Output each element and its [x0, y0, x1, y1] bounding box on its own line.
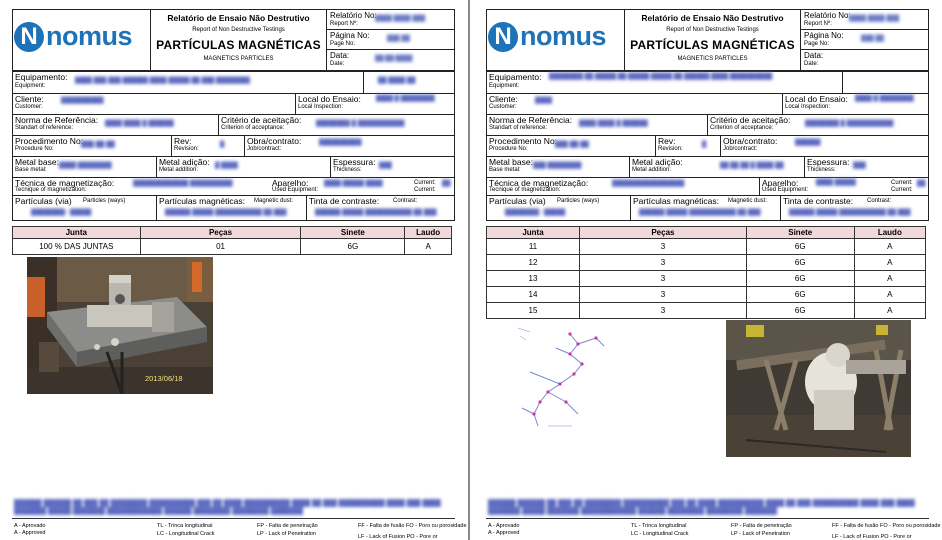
piping-isometric-drawing — [508, 322, 618, 434]
procedure-value-redacted: ███-██-██ — [555, 142, 589, 148]
inspection-form — [486, 71, 929, 221]
particles-label: Partículas (via) — [489, 196, 546, 206]
cell-junta: 11 — [487, 239, 580, 255]
cell-sinete: 6G — [746, 303, 854, 319]
revision-label: Rev: — [174, 136, 192, 146]
date-label-en: Date: — [330, 61, 345, 67]
date-redacted: ██/██/████ — [375, 56, 413, 62]
procedure-row — [487, 135, 928, 156]
report-number-row — [327, 10, 454, 30]
base-metal-value-redacted: ████ ████████ — [59, 163, 112, 169]
particles-row — [487, 195, 928, 220]
base-metal-value-redacted: ███ ████████ — [533, 163, 582, 169]
method-title-en: MAGNETICS PARTICLES — [203, 56, 274, 62]
equipment-row — [13, 71, 454, 93]
technique-row — [13, 177, 454, 195]
cell-laudo: A — [854, 287, 925, 303]
legend-fp: FP - Falta de penetração — [731, 523, 792, 529]
current-label: Current: — [891, 180, 913, 186]
lifting-plate-photo — [27, 257, 213, 394]
particles-value-redacted: ████████ / █████ — [505, 210, 566, 216]
report-title-en: Report of Non Destructive Testings — [192, 27, 285, 33]
contrast-value-redacted: ██████ █████ ███████████ ██ ███ — [789, 210, 911, 216]
client-value-redacted: ██████████ — [61, 98, 104, 104]
location-value-redacted: ████ █ ████████ — [855, 96, 914, 102]
revision-value-redacted: █ — [220, 142, 225, 148]
legend-tl: TL - Trinca longitudinal — [631, 523, 687, 529]
technique-value-redacted: █████████████████ — [612, 181, 685, 187]
apparatus-label-en: Used Equipment: — [272, 187, 319, 193]
technique-label-en: Tecnique of magnetization: — [489, 187, 561, 193]
client-value-redacted: ████ — [535, 98, 553, 104]
job-value-redacted: ██████ — [795, 140, 821, 146]
page-divider — [468, 0, 470, 540]
equipment-label-en: Equipment: — [15, 83, 46, 89]
report-page-left — [12, 0, 478, 540]
legend-tl: TL - Trinca longitudinal — [157, 523, 213, 529]
standard-value-redacted: ████ ████ █ ██████ — [579, 121, 648, 127]
date-row — [327, 50, 454, 70]
page-number-label: Página No: — [330, 31, 370, 40]
footer-observation-redacted: ██████ ██████ ██ ███ ██ ████████ ██████████ ███ ██ ████ ██████████ ████ ██ ███ ██████████ ████ ███ ████ ███████ █████ ███████ ████████████ ██████ ████████ ████████ ███████ — [14, 500, 441, 515]
inspection-photo-left — [27, 257, 213, 394]
header-pecas: Peças — [140, 227, 301, 239]
standard-label-en: Standart of reference: — [489, 125, 548, 131]
client-label: Cliente: — [15, 94, 44, 104]
criterion-label-en: Criterion of acceptance: — [221, 125, 285, 131]
contrast-label: Tinta de contraste: — [783, 196, 854, 206]
base-metal-label-en: Base metal: — [15, 167, 47, 173]
client-row — [13, 93, 454, 114]
page-number-label: Página No: — [804, 31, 844, 40]
results-header-row — [13, 227, 452, 239]
standard-row — [13, 114, 454, 135]
equipment-label: Equipamento: — [489, 72, 542, 82]
client-row — [487, 93, 928, 114]
header-pecas: Peças — [579, 227, 746, 239]
apparatus-value-redacted: ████ █████ — [816, 180, 856, 186]
criterion-label-en: Criterion of acceptance: — [710, 125, 774, 131]
header-sinete: Sinete — [301, 227, 405, 239]
inspection-form — [12, 71, 455, 221]
thickness-label-en: Thickness: — [807, 167, 836, 173]
results-table — [12, 226, 452, 255]
page-number-redacted: ███ ██ — [387, 36, 410, 42]
footer-observation-redacted: ██████ ██████ ██ ███ ██ ████████ ██████████ ███ ██ ████ ██████████ ████ ██ ███ ██████████ ████ ███ ████ ███████ █████ ███████ ████████████ ██████ ████████ ████████ ███████ — [488, 500, 915, 515]
apparatus-label-en: Used Equipment: — [762, 187, 809, 193]
legend-ff: FF - Falta de fusão FO - Poro ou porosidade — [358, 523, 467, 529]
apparatus-value-redacted: ████ █████ ████ — [324, 181, 383, 187]
cell-laudo: A — [854, 255, 925, 271]
addition-metal-label-en: Metal addition: — [632, 167, 672, 173]
magnetic-particles-label: Partículas magnéticas: — [633, 196, 719, 206]
job-label: Obra/contrato: — [723, 136, 778, 146]
criterion-value-redacted: ████████ █ ███████████ — [805, 121, 894, 127]
magnetic-dust-value-redacted: ██████ █████ ███████████ ██ ███ — [165, 210, 287, 216]
legend-lc: LC - Longitudinal Crack — [631, 531, 689, 537]
revision-label-en: Revision: — [174, 146, 199, 152]
cell-pecas: 01 — [140, 239, 301, 255]
location-label: Local do Ensaio: — [785, 94, 848, 104]
report-header — [12, 9, 455, 71]
addition-metal-label: Metal adição: — [632, 157, 683, 167]
revision-value-redacted: █ — [702, 142, 707, 148]
magnetic-particles-label: Partículas magnéticas: — [159, 196, 245, 206]
contrast-label-en: Contrast: — [393, 198, 418, 204]
date-label: Data: — [330, 51, 350, 60]
report-number-label-en: Report Nº: — [804, 21, 832, 27]
report-number-label: Relatório No: — [330, 11, 377, 20]
thickness-value-redacted: ███ — [379, 163, 392, 169]
addition-metal-value-redacted: █ ████ — [215, 163, 238, 169]
equipment-label-en: Equipment: — [489, 83, 520, 89]
cell-laudo: A — [854, 271, 925, 287]
table-row — [487, 287, 926, 303]
results-table — [486, 226, 926, 319]
addition-metal-label: Metal adição: — [159, 157, 210, 167]
legend-approved-en: A - Approved — [488, 530, 520, 536]
cell-sinete: 6G — [746, 271, 854, 287]
header-laudo: Laudo — [405, 227, 452, 239]
header-sinete: Sinete — [746, 227, 854, 239]
logo-wordmark: nomus — [46, 21, 133, 51]
contrast-label-en: Contrast: — [867, 198, 892, 204]
report-title-pt: Relatório de Ensaio Não Destrutivo — [641, 13, 784, 23]
particles-value-redacted: ████████ / █████ — [31, 210, 92, 216]
magnetic-dust-value-redacted: ██████ █████ ███████████ ██ ███ — [639, 210, 761, 216]
cell-junta: 12 — [487, 255, 580, 271]
page-number-row — [801, 30, 928, 50]
report-title-pt: Relatório de Ensaio Não Destrutivo — [167, 13, 310, 23]
legend-approved: A - Aprovado — [14, 523, 46, 529]
criterion-label: Critério de aceitação: — [221, 115, 302, 125]
report-title-box — [151, 10, 327, 70]
magnetic-dust-label: Magnetic dust: — [728, 198, 768, 204]
current-value-redacted: ██ — [442, 181, 451, 187]
thickness-label: Espessura: — [333, 157, 376, 167]
report-title-en: Report of Non Destructive Testings — [666, 27, 759, 33]
particles-label-en: Particles (ways) — [557, 198, 600, 204]
table-row — [487, 255, 926, 271]
legend-lp: LP - Lack of Penetration — [731, 531, 790, 537]
cell-laudo: A — [405, 239, 452, 255]
technique-label: Técnica de magnetização: — [15, 178, 115, 188]
criterion-label: Critério de aceitação: — [710, 115, 791, 125]
job-label: Obra/contrato: — [247, 136, 302, 146]
current-label-2: Current: — [414, 187, 436, 193]
standard-value-redacted: ████ ████ █ ██████ — [105, 121, 174, 127]
footer-divider — [12, 518, 455, 519]
report-title-box — [625, 10, 801, 70]
method-title-pt: PARTÍCULAS MAGNÉTICAS — [630, 38, 795, 52]
particles-row — [13, 195, 454, 220]
date-row — [801, 50, 928, 70]
nomus-logo — [487, 10, 625, 70]
report-header — [486, 9, 929, 71]
client-label-en: Customer: — [489, 104, 517, 110]
report-number-redacted: ████ ████ ███ — [375, 16, 426, 22]
legend-fp: FP - Falta de penetração — [257, 523, 318, 529]
report-page-right — [486, 0, 942, 540]
legend-lf: LF - Lack of Fusion PO - Pore or — [358, 534, 438, 540]
thickness-label-en: Thickness: — [333, 167, 362, 173]
header-junta: Junta — [13, 227, 141, 239]
procedure-label-en: Procedure No: — [489, 146, 528, 152]
standard-label-en: Standart of reference: — [15, 125, 74, 131]
apparatus-label: Aparelho: — [272, 178, 309, 188]
cell-junta: 15 — [487, 303, 580, 319]
legend-lc: LC - Longitudinal Crack — [157, 531, 215, 537]
current-label-2: Current: — [891, 187, 913, 193]
revision-label-en: Revision: — [658, 146, 683, 152]
table-row — [487, 271, 926, 287]
thickness-label: Espessura: — [807, 157, 850, 167]
job-label-en: Job/contract: — [247, 146, 282, 152]
technique-value-redacted: █████████████ ██████████ — [133, 181, 233, 187]
cell-sinete: 6G — [301, 239, 405, 255]
logo-n-icon: N — [488, 22, 518, 52]
particles-label: Partículas (via) — [15, 196, 72, 206]
job-value-redacted: ██████████ — [319, 140, 362, 146]
page-number-redacted: ███ ██ — [861, 36, 884, 42]
standard-row — [487, 114, 928, 135]
base-metal-label-en: Base metal: — [489, 167, 521, 173]
standard-label: Norma de Referência: — [489, 115, 573, 125]
cell-junta: 13 — [487, 271, 580, 287]
legend-approved-en: A - Approved — [14, 530, 46, 536]
location-value-redacted: ████ █ ████████ — [376, 96, 435, 102]
header-junta: Junta — [487, 227, 580, 239]
report-number-label: Relatório No: — [804, 11, 851, 20]
technique-label: Técnica de magnetização: — [489, 178, 589, 188]
equipment-label: Equipamento: — [15, 72, 68, 82]
base-metal-label: Metal base: — [15, 157, 59, 167]
table-row — [487, 303, 926, 319]
cell-laudo: A — [854, 303, 925, 319]
procedure-label: Procedimento No: — [15, 136, 84, 146]
location-label-en: Local Inspection: — [298, 104, 344, 110]
location-label: Local do Ensaio: — [298, 94, 361, 104]
addition-metal-label-en: Metal addition: — [159, 167, 199, 173]
date-label-en: Date: — [804, 61, 819, 67]
report-number-label-en: Report Nº: — [330, 21, 358, 27]
legend-ff: FF - Falta de fusão FO - Poro ou porosidade — [832, 523, 941, 529]
report-number-row — [801, 10, 928, 30]
procedure-value-redacted: ███-██-██ — [81, 142, 115, 148]
current-value-redacted: ██ — [917, 181, 926, 187]
client-label-en: Customer: — [15, 104, 43, 110]
contrast-value-redacted: ██████ █████ ███████████ ██ ███ — [315, 210, 437, 216]
report-number-redacted: ████ ████ ███ — [849, 16, 900, 22]
cell-sinete: 6G — [746, 239, 854, 255]
date-label: Data: — [804, 51, 824, 60]
revision-label: Rev: — [658, 136, 676, 146]
cell-sinete: 6G — [746, 287, 854, 303]
page-number-row — [327, 30, 454, 50]
legend-lf: LF - Lack of Fusion PO - Pore or — [832, 534, 912, 540]
legend-approved: A - Aprovado — [488, 523, 520, 529]
procedure-label: Procedimento No: — [489, 136, 558, 146]
inspection-photo-right — [726, 320, 911, 457]
method-title-pt: PARTÍCULAS MAGNÉTICAS — [156, 38, 321, 52]
standard-label: Norma de Referência: — [15, 115, 99, 125]
cell-junta: 100 % DAS JUNTAS — [13, 239, 141, 255]
results-header-row — [487, 227, 926, 239]
magnetic-dust-label: Magnetic dust: — [254, 198, 294, 204]
header-laudo: Laudo — [854, 227, 925, 239]
logo-n-icon: N — [14, 22, 44, 52]
cell-sinete: 6G — [746, 255, 854, 271]
equipment-row — [487, 71, 928, 93]
contrast-label: Tinta de contraste: — [309, 196, 380, 206]
cell-laudo: A — [854, 239, 925, 255]
equipment-value-redacted: ████████ ██ █████ ██ █████ █████ ██ ██████ ████ ██████████ — [549, 74, 773, 80]
legend-lp: LP - Lack of Penetration — [257, 531, 316, 537]
pipe-welding-photo — [726, 320, 911, 457]
logo-wordmark: nomus — [520, 21, 607, 51]
job-label-en: Job/contract: — [723, 146, 758, 152]
cell-pecas: 3 — [579, 287, 746, 303]
metal-row — [13, 156, 454, 177]
footer-divider — [486, 518, 929, 519]
particles-label-en: Particles (ways) — [83, 198, 126, 204]
client-label: Cliente: — [489, 94, 518, 104]
current-label: Current: — [414, 180, 436, 186]
equipment-code-redacted: ██ ████ ██ — [378, 78, 416, 84]
thickness-value-redacted: ███ — [853, 163, 866, 169]
cell-pecas: 3 — [579, 303, 746, 319]
table-row — [487, 239, 926, 255]
addition-metal-value-redacted: ██ ██ ██ █ ████ ██ — [720, 163, 784, 169]
metal-row — [487, 156, 928, 177]
procedure-row — [13, 135, 454, 156]
method-title-en: MAGNETICS PARTICLES — [677, 56, 748, 62]
isometric-sketch — [508, 322, 618, 434]
apparatus-label: Aparelho: — [762, 178, 799, 188]
photo-date-stamp: 2013/06/18 — [145, 374, 183, 383]
nomus-logo — [13, 10, 151, 70]
criterion-value-redacted: ████████ █ ███████████ — [316, 121, 405, 127]
procedure-label-en: Procedure No: — [15, 146, 54, 152]
cell-pecas: 3 — [579, 271, 746, 287]
technique-label-en: Tecnique of magnetization: — [15, 187, 87, 193]
technique-row — [487, 177, 928, 195]
location-label-en: Local Inspection: — [785, 104, 831, 110]
cell-junta: 14 — [487, 287, 580, 303]
cell-pecas: 3 — [579, 239, 746, 255]
equipment-value-redacted: ████ ███ ███ ██████ ████ █████ ██ ███ ████████ — [75, 78, 250, 84]
cell-pecas: 3 — [579, 255, 746, 271]
table-row — [13, 239, 452, 255]
page-number-label-en: Page No: — [330, 41, 356, 47]
base-metal-label: Metal base: — [489, 157, 533, 167]
page-number-label-en: Page No: — [804, 41, 830, 47]
